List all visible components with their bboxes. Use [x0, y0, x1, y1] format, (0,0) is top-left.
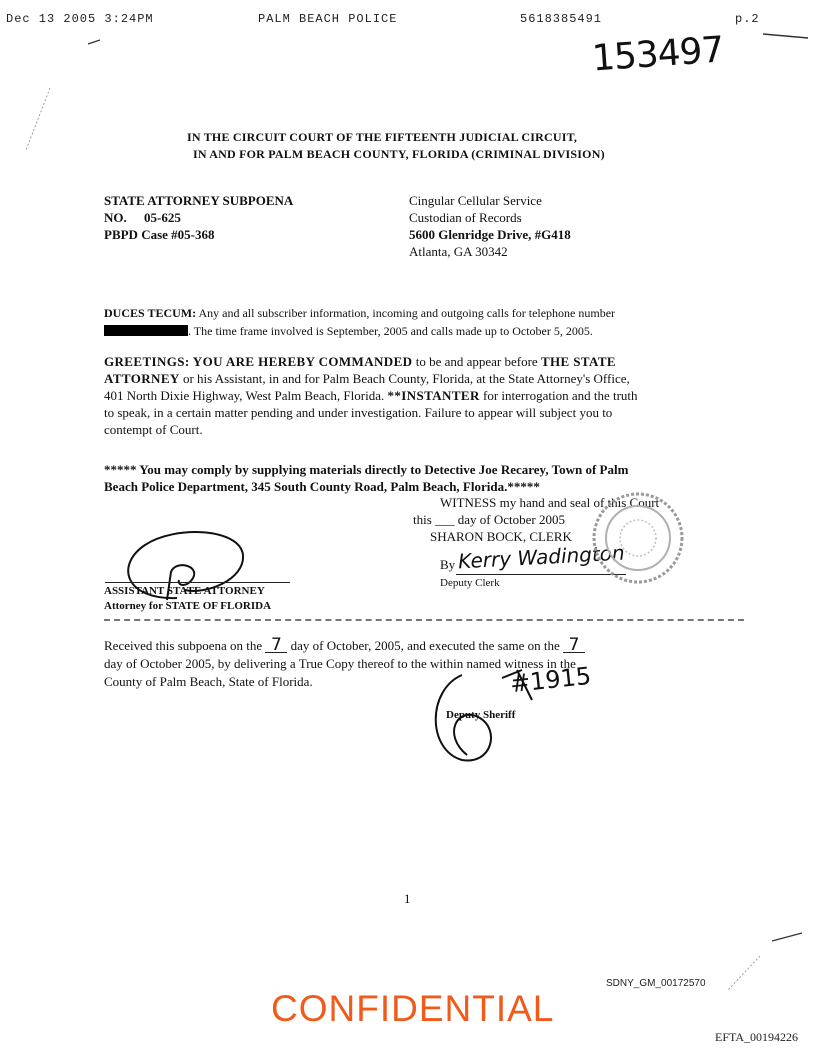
handwritten-case-number: 153497 — [590, 29, 725, 80]
sheriff-badge-number: #1915 — [508, 661, 593, 699]
received-line3: County of Palm Beach, State of Florida. — [104, 674, 313, 689]
subpoena-number-label: NO. — [104, 210, 127, 225]
redaction-bar — [104, 325, 188, 336]
addressee-street: 5600 Glenridge Drive, #G418 — [409, 227, 571, 242]
assistant-line2: Attorney for STATE OF FLORIDA — [104, 600, 272, 612]
duces-text1: Any and all subscriber information, incoming and outgoing calls for telephone number — [198, 306, 616, 320]
greetings-paragraph — [104, 353, 744, 438]
duces-tecum — [104, 306, 744, 339]
court-seal-icon — [588, 488, 688, 588]
section-divider — [104, 619, 744, 621]
received-line2: day of October 2005, by delivering a True Copy thereof to the within named witness in the — [104, 656, 576, 671]
received-t1: Received this subpoena on the — [104, 638, 263, 653]
addressee-city: Atlanta, GA 30342 — [409, 244, 508, 259]
deputy-sheriff-label: Deputy Sheriff — [446, 709, 516, 721]
case-number: PBPD Case #05-368 — [104, 227, 215, 242]
witness-line3: SHARON BOCK, CLERK — [430, 529, 572, 544]
greetings-t5: to speak, in a certain matter pending and under investigation. Failure to appear will subject you to — [104, 405, 613, 420]
witness-line1: WITNESS my hand and seal of this Court — [440, 495, 660, 510]
greetings-instanter: **INSTANTER — [387, 388, 480, 403]
addressee-dept: Custodian of Records — [409, 210, 522, 225]
greetings-state: THE STATE — [540, 354, 616, 369]
page-number: 1 — [404, 891, 411, 906]
subpoena-number — [104, 210, 181, 226]
assistant-line1: ASSISTANT STATE ATTORNEY — [104, 585, 265, 597]
received-day1: 7 — [265, 638, 287, 653]
fax-date: Dec 13 2005 3:24PM — [6, 12, 154, 26]
subpoena-number-value: 05-625 — [144, 210, 181, 225]
greetings-attorney: ATTORNEY — [104, 371, 180, 386]
confidential-stamp: CONFIDENTIAL — [271, 988, 555, 1029]
greetings-t4: for interrogation and the truth — [479, 388, 638, 403]
fax-phone: 5618385491 — [520, 12, 603, 26]
greetings-t6: contempt of Court. — [104, 422, 203, 437]
duces-label: DUCES TECUM: — [104, 306, 197, 320]
efta-number: EFTA_00194226 — [715, 1030, 799, 1044]
duces-text2: . The time frame involved is September, 2005 and calls made up to October 5, 2005. — [188, 324, 593, 338]
court-heading-line1: IN THE CIRCUIT COURT OF THE FIFTEENTH JUDICIAL CIRCUIT, — [187, 130, 578, 144]
greetings-lead: GREETINGS: YOU ARE HEREBY COMMANDED — [104, 354, 413, 369]
bates-number: SDNY_GM_00172570 — [606, 978, 706, 989]
comply-line2: Beach Police Department, 345 South County Road, Palm Beach, Florida.***** — [104, 479, 540, 494]
greetings-t1: to be and appear before — [412, 354, 541, 369]
fax-sender: PALM BEACH POLICE — [258, 12, 398, 26]
received-day2: 7 — [563, 638, 585, 653]
by-label: By — [440, 557, 456, 572]
attorney-signature-line — [105, 582, 290, 583]
addressee-name: Cingular Cellular Service — [409, 193, 542, 208]
greetings-t3: 401 North Dixie Highway, West Palm Beach, Florida. — [104, 388, 388, 403]
subpoena-title: STATE ATTORNEY SUBPOENA — [104, 193, 294, 208]
greetings-t2: or his Assistant, in and for Palm Beach County, Florida, at the State Attorney's Office, — [179, 371, 630, 386]
comply-line1: ***** You may comply by supplying materials directly to Detective Joe Recarey, Town of Palm — [104, 462, 629, 477]
clerk-signature: Kerry Wadington — [457, 540, 626, 574]
fax-page: p.2 — [735, 12, 760, 26]
received-t2: day of October, 2005, and executed the same on the — [290, 638, 560, 653]
court-heading-line2: IN AND FOR PALM BEACH COUNTY, FLORIDA (CRIMINAL DIVISION) — [193, 147, 605, 161]
deputy-clerk-label: Deputy Clerk — [440, 577, 500, 589]
witness-line2: this ___ day of October 2005 — [413, 512, 566, 527]
